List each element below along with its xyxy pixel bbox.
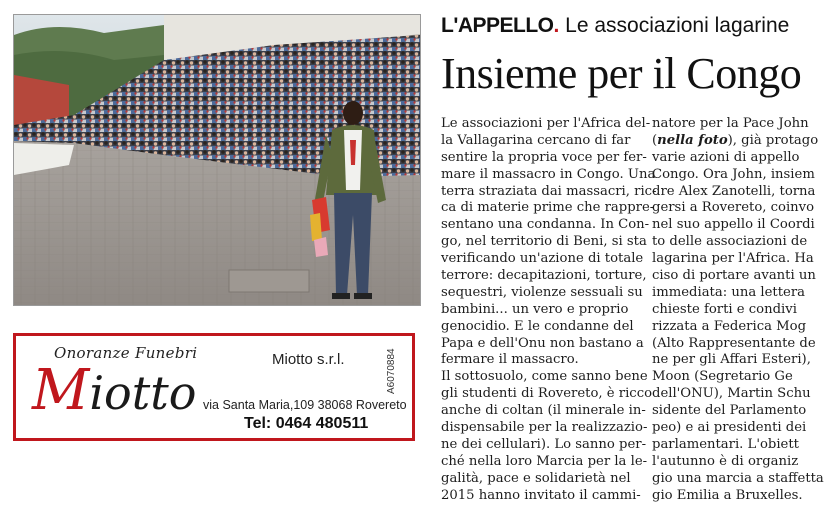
article-column-2	[652, 116, 824, 504]
column-2-line: Moon (Segretario Ge	[652, 369, 793, 385]
column-2-line: to delle associazioni de	[652, 234, 808, 250]
ad-company-name: Miotto s.r.l.	[272, 351, 345, 368]
column-1-line: anche di coltan (il minerale in-	[441, 403, 646, 419]
column-2-line: nel suo appello il Coordi	[652, 217, 815, 233]
article-photo	[13, 14, 421, 306]
column-2-line: parlamentari. L'obiett	[652, 436, 799, 452]
column-2-line: gio una marcia a staffetta	[652, 470, 824, 486]
ad-logo	[32, 358, 197, 423]
article-kicker	[441, 14, 789, 38]
column-1-line: go, nel territorio di Beni, si sta	[441, 234, 647, 250]
column-1-line: ca di materie prime che rappre-	[441, 200, 655, 216]
column-2-line: rizzata a Federica Mog	[652, 318, 807, 334]
column-2-line: ciso di portare avanti un	[652, 268, 816, 284]
column-1-line: sentano una condanna. In Con-	[441, 217, 650, 233]
column-2-line: Congo. Ora John, insiem	[652, 166, 815, 182]
column-1-line: ché nella loro Marcia per la le-	[441, 453, 648, 469]
column-1-line: sentire la propria voce per fer-	[441, 149, 647, 165]
column-2-line: (nella foto), già protago	[652, 132, 819, 148]
column-1-line: mare il massacro in Congo. Una	[441, 166, 656, 182]
column-1-line: 2015 hanno invitato il cammi-	[441, 487, 641, 503]
ad-address: via Santa Maria,109 38068 Rovereto	[203, 398, 407, 412]
column-2-line: sidente del Parlamento	[652, 403, 807, 419]
column-1-line: Le associazioni per l'Africa del-	[441, 116, 651, 131]
column-2-line: (Alto Rappresentante de	[652, 335, 816, 351]
column-1-line: galità, pace e solidarietà nel	[441, 470, 631, 486]
column-2-line: immediata: una lettera	[652, 284, 805, 300]
column-2-line: l'autunno è di organiz	[652, 453, 799, 469]
column-2-line: natore per la Pace John	[652, 116, 809, 131]
column-1-line: gli studenti di Rovereto, è ricco	[441, 386, 653, 402]
article-column-1	[441, 116, 657, 504]
ad-logo-rest: iotto	[89, 366, 197, 420]
ad-tagline: Onoranze Funebri	[54, 344, 198, 362]
photo-caption-ref: nella foto	[657, 132, 728, 148]
kicker-label: L'APPELLO	[441, 14, 554, 37]
column-1-line: sequestri, violenze sessuali su	[441, 284, 643, 300]
column-1-line: Papa e dell'Onu non bastano a	[441, 335, 644, 351]
column-2-line: gio Emilia a Bruxelles.	[652, 487, 803, 503]
column-2-line: varie azioni di appello	[652, 149, 800, 165]
column-2-line: ne per gli Affari Esteri),	[652, 352, 811, 368]
column-1-line: dispensabile per la realizzazio-	[441, 420, 648, 436]
column-1-line: verificando un'azione di totale	[441, 251, 644, 267]
column-2-line: peo) e ai presidenti dei	[652, 420, 807, 436]
article-title: Insieme per il Congo	[441, 49, 802, 98]
column-1-line: fermare il massacro.	[441, 352, 579, 368]
ad-logo-initial: M	[32, 358, 90, 423]
column-1-line: genocidio. E le condanne del	[441, 318, 634, 334]
funeral-advertisement	[13, 333, 415, 441]
column-1-line: terra straziata dai massacri, ric-	[441, 183, 657, 199]
column-2-line: dell'ONU), Martin Schu	[652, 386, 811, 402]
column-2-line: lagarina per l'Africa. Ha	[652, 251, 814, 267]
column-1-line: Il sottosuolo, come sanno bene	[441, 369, 648, 385]
kicker-dot: .	[553, 14, 560, 37]
column-1-line: bambini... un vero e proprio	[441, 301, 629, 317]
column-1-line: la Vallagarina cercano di far	[441, 132, 631, 148]
column-2-line: gersi a Rovereto, coinvo	[652, 200, 815, 216]
column-1-line: terrore: decapitazioni, torture,	[441, 268, 647, 284]
kicker-text: Le associazioni lagarine	[559, 14, 790, 37]
column-1-line: ne dei cellulari). Lo sanno per-	[441, 436, 647, 452]
column-2-line: chieste forti e condivi	[652, 301, 797, 317]
ad-code: A6070884	[386, 348, 397, 394]
ad-phone: Tel: 0464 480511	[244, 415, 369, 432]
column-2-line: dre Alex Zanotelli, torna	[652, 183, 816, 199]
